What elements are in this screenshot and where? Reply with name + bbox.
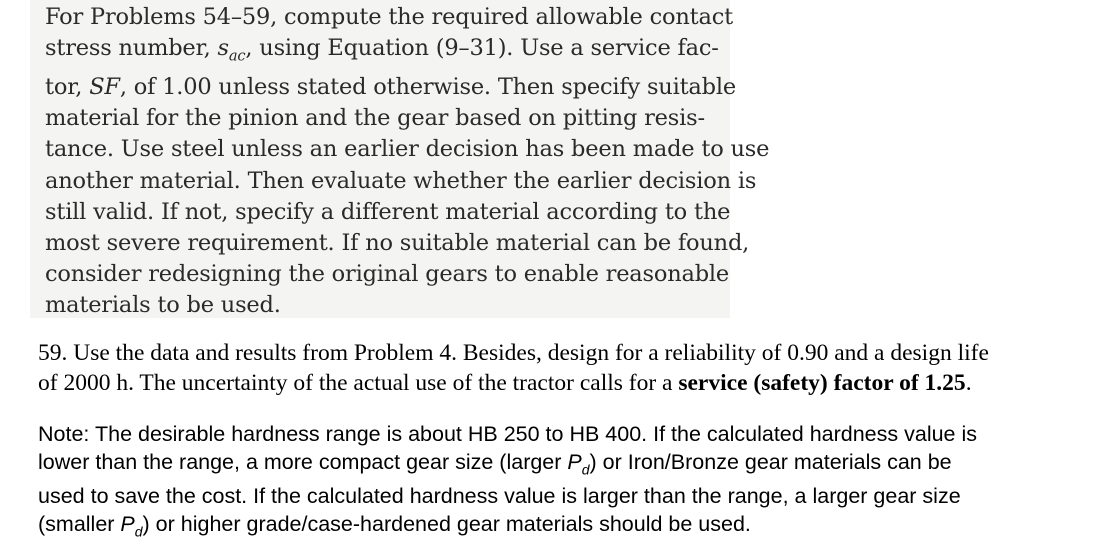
text-line: of 2000 h. The uncertainty of the actual use of the tractor calls for a service (safety) factor of 1.25. [38,370,972,396]
sac-symbol: $s_{ac}$ [217,35,246,65]
sf-symbol: SF [89,73,120,100]
text-line: material for the pinion and the gear based on pitting resis- [45,105,705,132]
text-line: (smaller $P_d$) or higher grade/case-hardened gear materials should be used. [38,511,751,540]
pd-symbol: $P_d$ [567,449,590,477]
text-line: tance. Use steel unless an earlier decision has been made to use [45,136,770,163]
text-line: materials to be used. [45,292,281,319]
text-line: another material. Then evaluate whether the earlier decision is [45,167,757,194]
text-line: Note: The desirable hardness range is about HB 250 to HB 400. If the calculated hardness value is [38,422,978,446]
pd-symbol: $P_d$ [120,511,143,540]
text-line: consider redesigning the original gears to enable reasonable [45,261,730,288]
text-line: still valid. If not, specify a different material according to the [45,198,731,225]
text-line: stress number, $s_{ac}$, using Equation (9–31). Use a service fac- [45,35,719,65]
text-line: For Problems 54–59, compute the required allowable contact [45,4,733,30]
text-line: 59. Use the data and results from Problem 4. Besides, design for a reliability of 0.90 and a design life [38,340,989,366]
problem-instructions-paragraph [45,2,770,322]
service-factor-emphasis: service (safety) factor of 1.25 [678,370,966,396]
hardness-note [38,421,1078,546]
problem-59-statement [38,338,1078,398]
text-line: most severe requirement. If no suitable material can be found, [45,229,750,256]
text-line: used to save the cost. If the calculated hardness value is larger than the range, a larger gear size [38,484,961,509]
text-line: lower than the range, a more compact gear size (larger $P_d$) or Iron/Bronze gear materials can be [38,449,952,477]
text-line: tor, SF, of 1.00 unless stated otherwise. Then specify suitable [45,73,736,100]
